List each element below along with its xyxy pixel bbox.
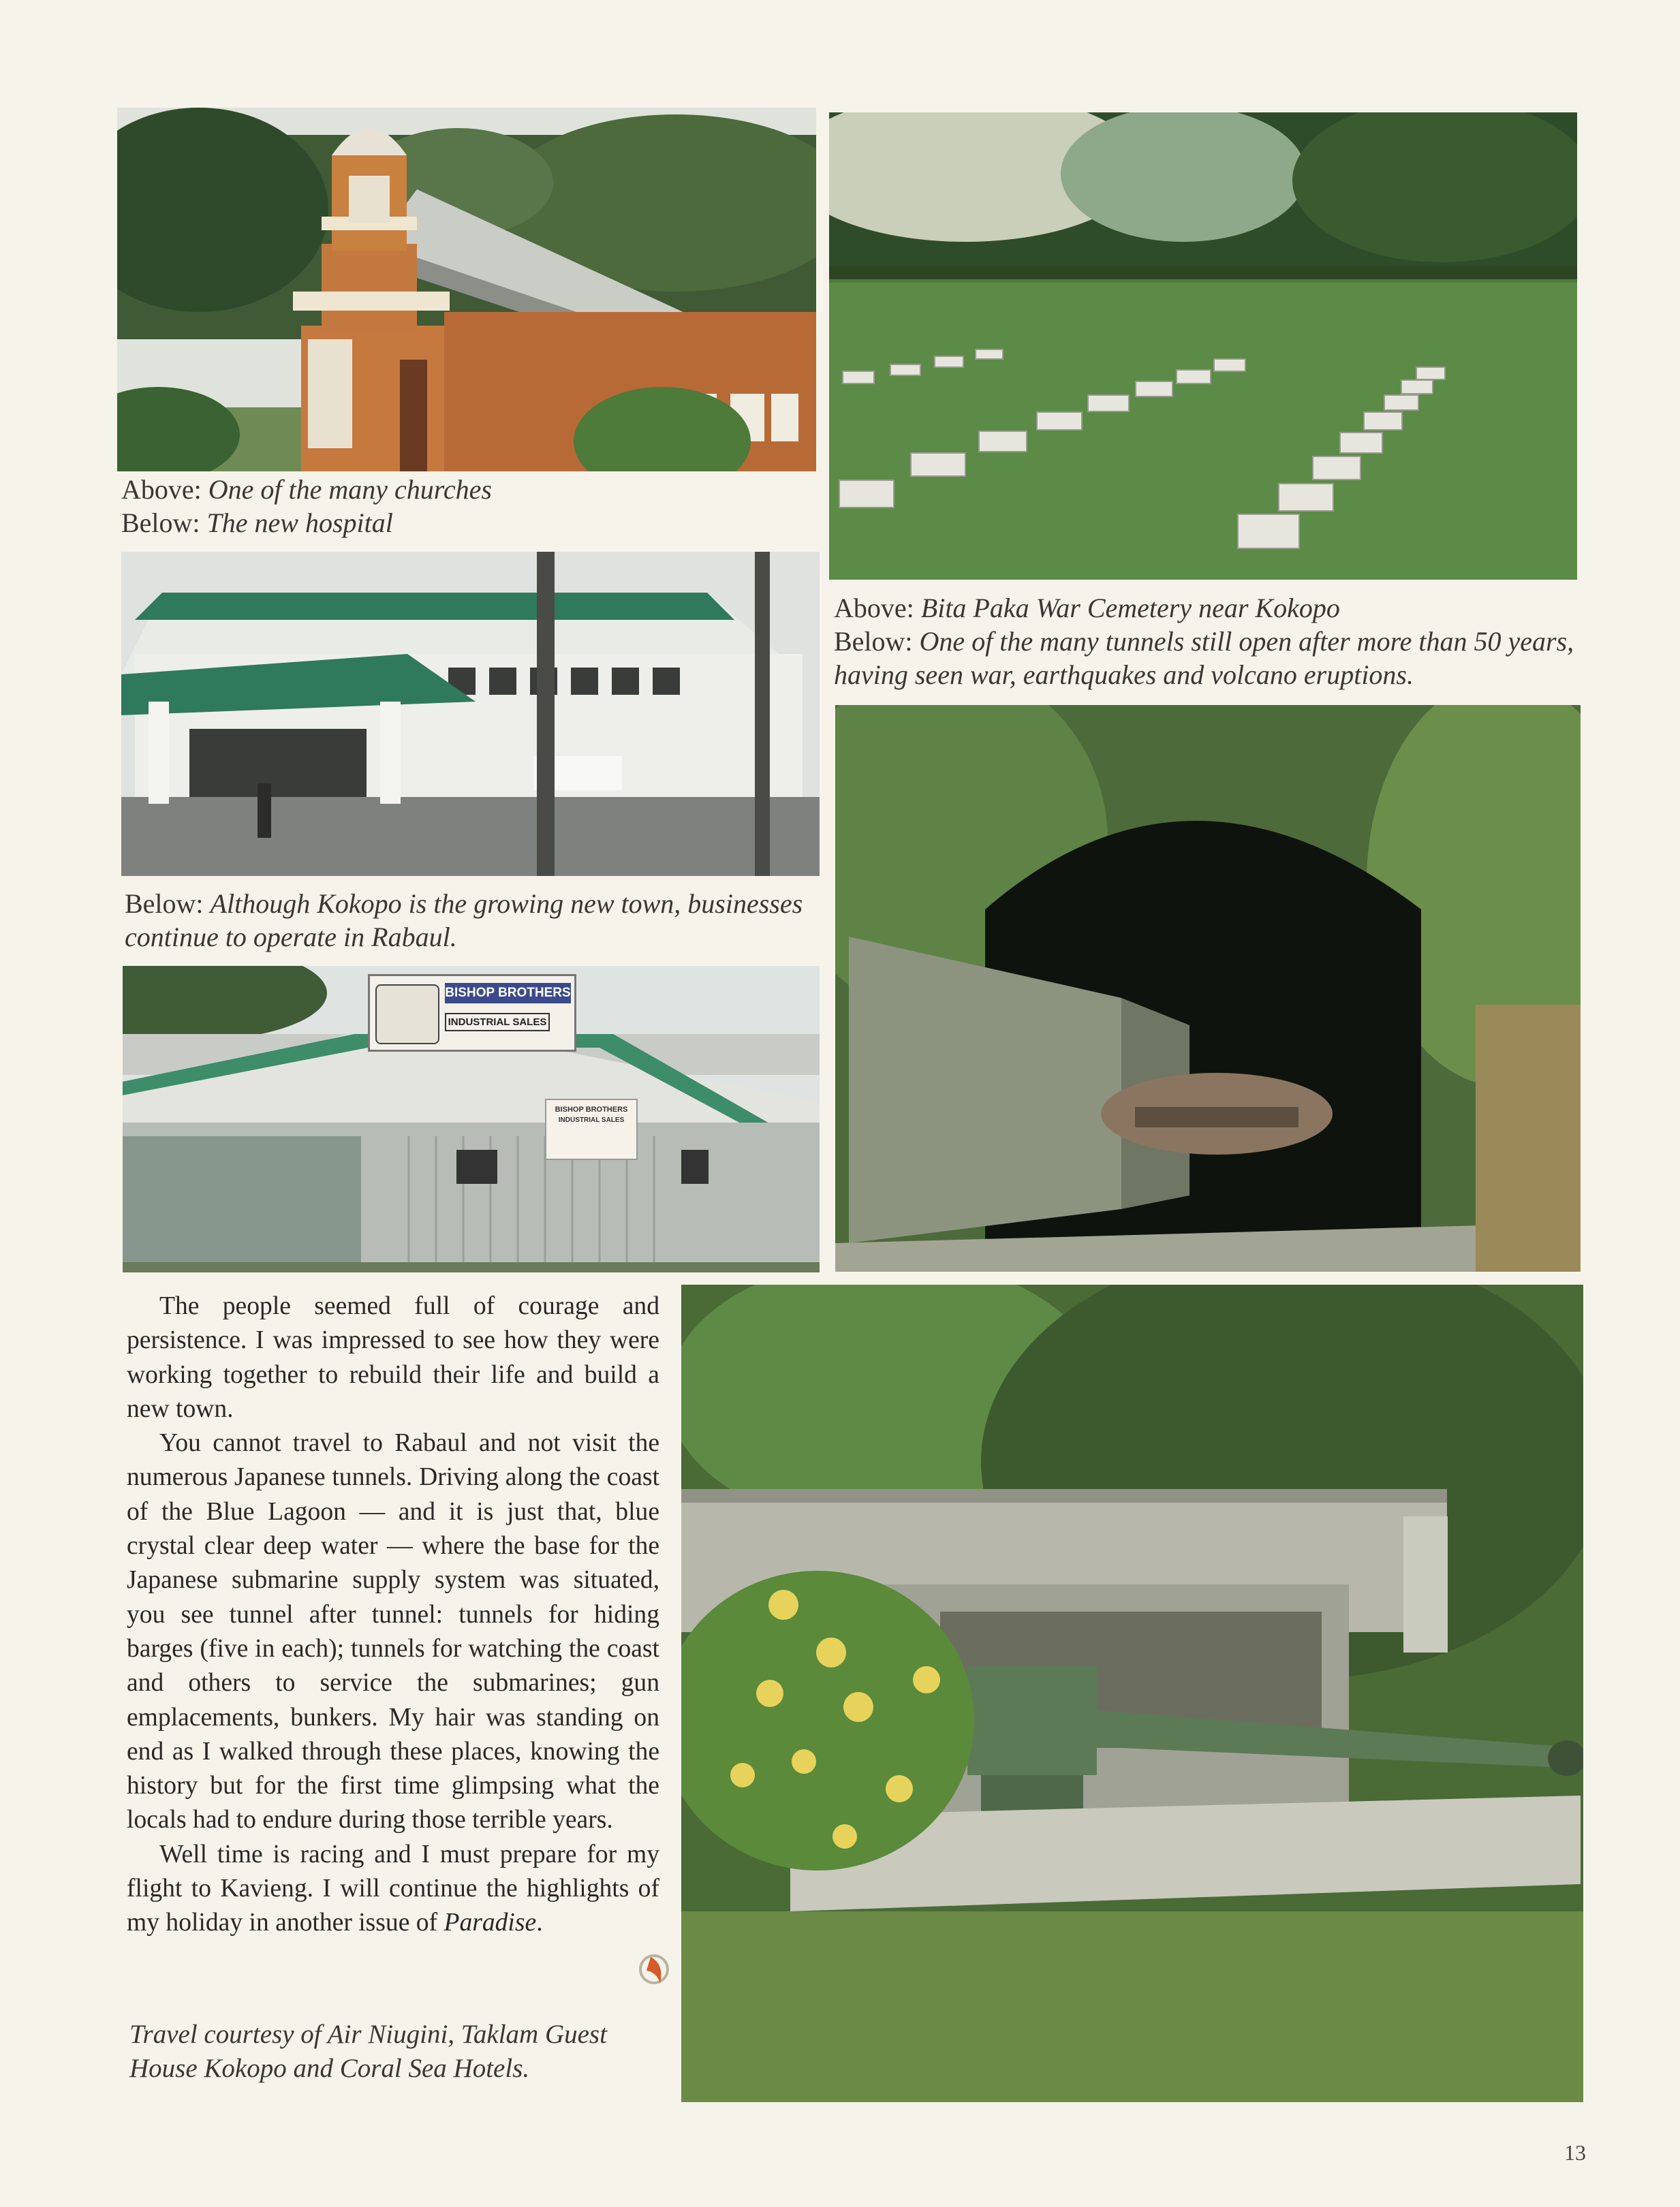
gun-emplacement-photo [681,1285,1583,2102]
bishop-sign-line1: BISHOP BROTHERS [445,983,571,1003]
cemetery-caption [834,591,1576,691]
magazine-title: Paradise [444,1909,537,1937]
article-paragraph [127,1838,659,1941]
rabaul-caption [125,887,806,954]
caption-text: One of the many tunnels still open after more than 50 years, having seen war, earthquakes and volcano eruptions. [834,626,1574,690]
church-photo [117,108,816,471]
page-number: 13 [1564,2140,1586,2165]
caption-label: Below: [125,888,204,919]
caption-label: Below: [121,507,200,538]
bishop-small-sign-line2: INDUSTRIAL SALES [558,1116,625,1124]
paragraph-text: Well time is racing and I must prepare for my flight to Kavieng. I will continue the highlights of my holiday in another issue of [127,1840,659,1937]
bishop-main-sign [368,974,576,1052]
tunnel-photo [835,705,1581,1272]
article-paragraph: The people seemed full of courage and persistence. I was impressed to see how they were working together to rebuild their life and build a new town. [127,1292,659,1423]
travel-credit: Travel courtesy of Air Niugini, Taklam Guest House Kokopo and Coral Sea Hotels. [129,2020,607,2083]
bishop-small-sign-line1: BISHOP BROTHERS [555,1106,628,1114]
bird-of-paradise-end-icon [637,1950,671,1987]
caption-text: One of the many churches [208,474,492,505]
caption-text: The new hospital [206,507,393,538]
caption-label: Above: [834,593,914,623]
caption-text: Although Kokopo is the growing new town, businesses continue to operate in Rabaul. [125,888,803,952]
caption-label: Below: [834,626,913,657]
article-paragraph: You cannot travel to Rabaul and not visit the numerous Japanese tunnels. Driving along the coast of the Blue Lagoon — and it is just that, blue crystal clear deep water — where the base for the Japanese submarine supply system was situated, you see tunnel after tunnel: tunnels for hiding barges (five in each); tunnels for watching the coast and others to service the submarines; gun emplacements, bunkers. My hair was standing on end as I walked through these places, knowing the history but for the first time glimpsing what the locals had to endure during those terrible years. [127,1429,659,1834]
bishop-brothers-photo [123,966,820,1272]
caption-label: Above: [121,474,202,505]
bishop-logo-icon [375,984,439,1044]
paragraph-end: . [536,1909,543,1937]
church-caption [121,473,803,539]
bishop-small-sign [545,1099,638,1160]
article-body [127,1289,659,1941]
caption-text: Bita Paka War Cemetery near Kokopo [920,593,1340,623]
hospital-photo [121,552,820,876]
bishop-sign-line2: INDUSTRIAL SALES [445,1013,550,1031]
cemetery-photo [829,112,1577,580]
